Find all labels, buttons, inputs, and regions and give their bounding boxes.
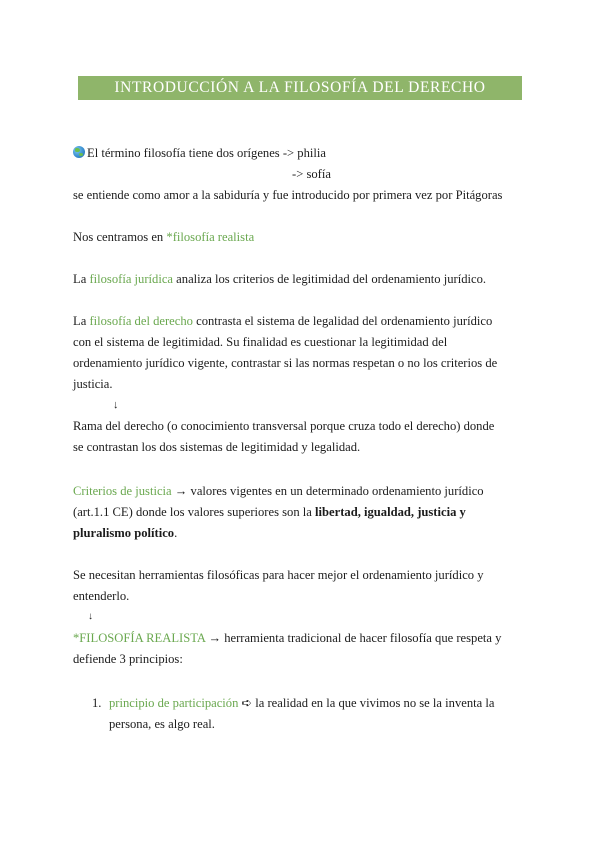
- legal-philosophy-highlight: filosofía jurídica: [89, 272, 174, 286]
- philosophy-of-law-line-6: se contrastan los dos sistemas de legitimidad y legalidad.: [73, 440, 361, 454]
- justice-criteria-line-2-prefix: (art.1.1 CE) donde los valores superiores son la: [73, 505, 316, 519]
- origins-line-3: se entiende como amor a la sabiduría y fue introducido por primera vez por Pitágoras: [73, 188, 503, 202]
- realist-philosophy-line-1: [73, 630, 501, 646]
- tools-line-1: Se necesitan herramientas filosóficas para hacer mejor el ordenamiento jurídico y: [73, 568, 484, 582]
- origins-line-1: [73, 145, 326, 161]
- right-arrow-icon-2: →: [205, 631, 225, 645]
- philosophy-of-law-prefix: La: [73, 314, 90, 328]
- justice-criteria-highlight: Criterios de justicia: [73, 484, 172, 498]
- justice-criteria-line-1: [73, 483, 484, 499]
- realist-philosophy-rest: herramienta tradicional de hacer filosofía que respeta y: [224, 631, 502, 645]
- page-title: INTRODUCCIÓN A LA FILOSOFÍA DEL DERECHO: [78, 76, 522, 100]
- participation-principle-highlight: principio de participación: [109, 696, 239, 710]
- origins-line-2: -> sofía: [292, 167, 331, 181]
- list-item-line-2: persona, es algo real.: [109, 717, 215, 731]
- down-arrow-icon-2: ↓: [88, 611, 93, 622]
- pluralism-bold: pluralismo político: [73, 526, 175, 540]
- origins-text-1: El término filosofía tiene dos orígenes -> philia: [87, 146, 326, 160]
- list-item-line-1: [109, 695, 494, 711]
- legal-philosophy-prefix: La: [73, 272, 90, 286]
- legal-philosophy-line: [73, 271, 486, 287]
- justice-criteria-rest: valores vigentes en un determinado ordenamiento jurídico: [190, 484, 484, 498]
- superior-values-bold: libertad, igualdad, justicia y: [315, 505, 466, 519]
- globe-icon: [73, 146, 85, 158]
- philosophy-of-law-line-4: justicia.: [73, 377, 113, 391]
- philosophy-of-law-line-5: Rama del derecho (o conocimiento transversal porque cruza todo el derecho) donde: [73, 419, 495, 433]
- realist-philosophy-heading: *FILOSOFÍA REALISTA: [73, 631, 206, 645]
- tools-line-2: entenderlo.: [73, 589, 130, 603]
- realist-philosophy-highlight: *filosofía realista: [166, 230, 255, 244]
- philosophy-of-law-line-2: con el sistema de legitimidad. Su finalidad es cuestionar la legitimidad del: [73, 335, 448, 349]
- philosophy-of-law-highlight: filosofía del derecho: [89, 314, 193, 328]
- philosophy-of-law-rest: contrasta el sistema de legalidad del ordenamiento jurídico: [192, 314, 493, 328]
- justice-criteria-line-3: [73, 525, 177, 541]
- justice-criteria-period: .: [174, 526, 178, 540]
- philosophy-of-law-line-3: ordenamiento jurídico vigente, contrastar si las normas respetan o no los criterios de: [73, 356, 498, 370]
- focus-line: [73, 229, 254, 245]
- realist-philosophy-line-2: defiende 3 principios:: [73, 652, 183, 666]
- philosophy-of-law-line-1: [73, 313, 492, 329]
- down-arrow-icon: ↓: [113, 399, 119, 411]
- right-arrow-icon: →: [171, 484, 191, 498]
- focus-prefix: Nos centramos en: [73, 230, 167, 244]
- justice-criteria-line-2: [73, 504, 466, 520]
- legal-philosophy-rest: analiza los criterios de legitimidad del ordenamiento jurídico.: [173, 272, 487, 286]
- arrow-right-icon: ➪: [238, 696, 256, 710]
- participation-principle-rest: la realidad en la que vivimos no se la inventa la: [255, 696, 495, 710]
- list-item-number: 1.: [92, 696, 102, 710]
